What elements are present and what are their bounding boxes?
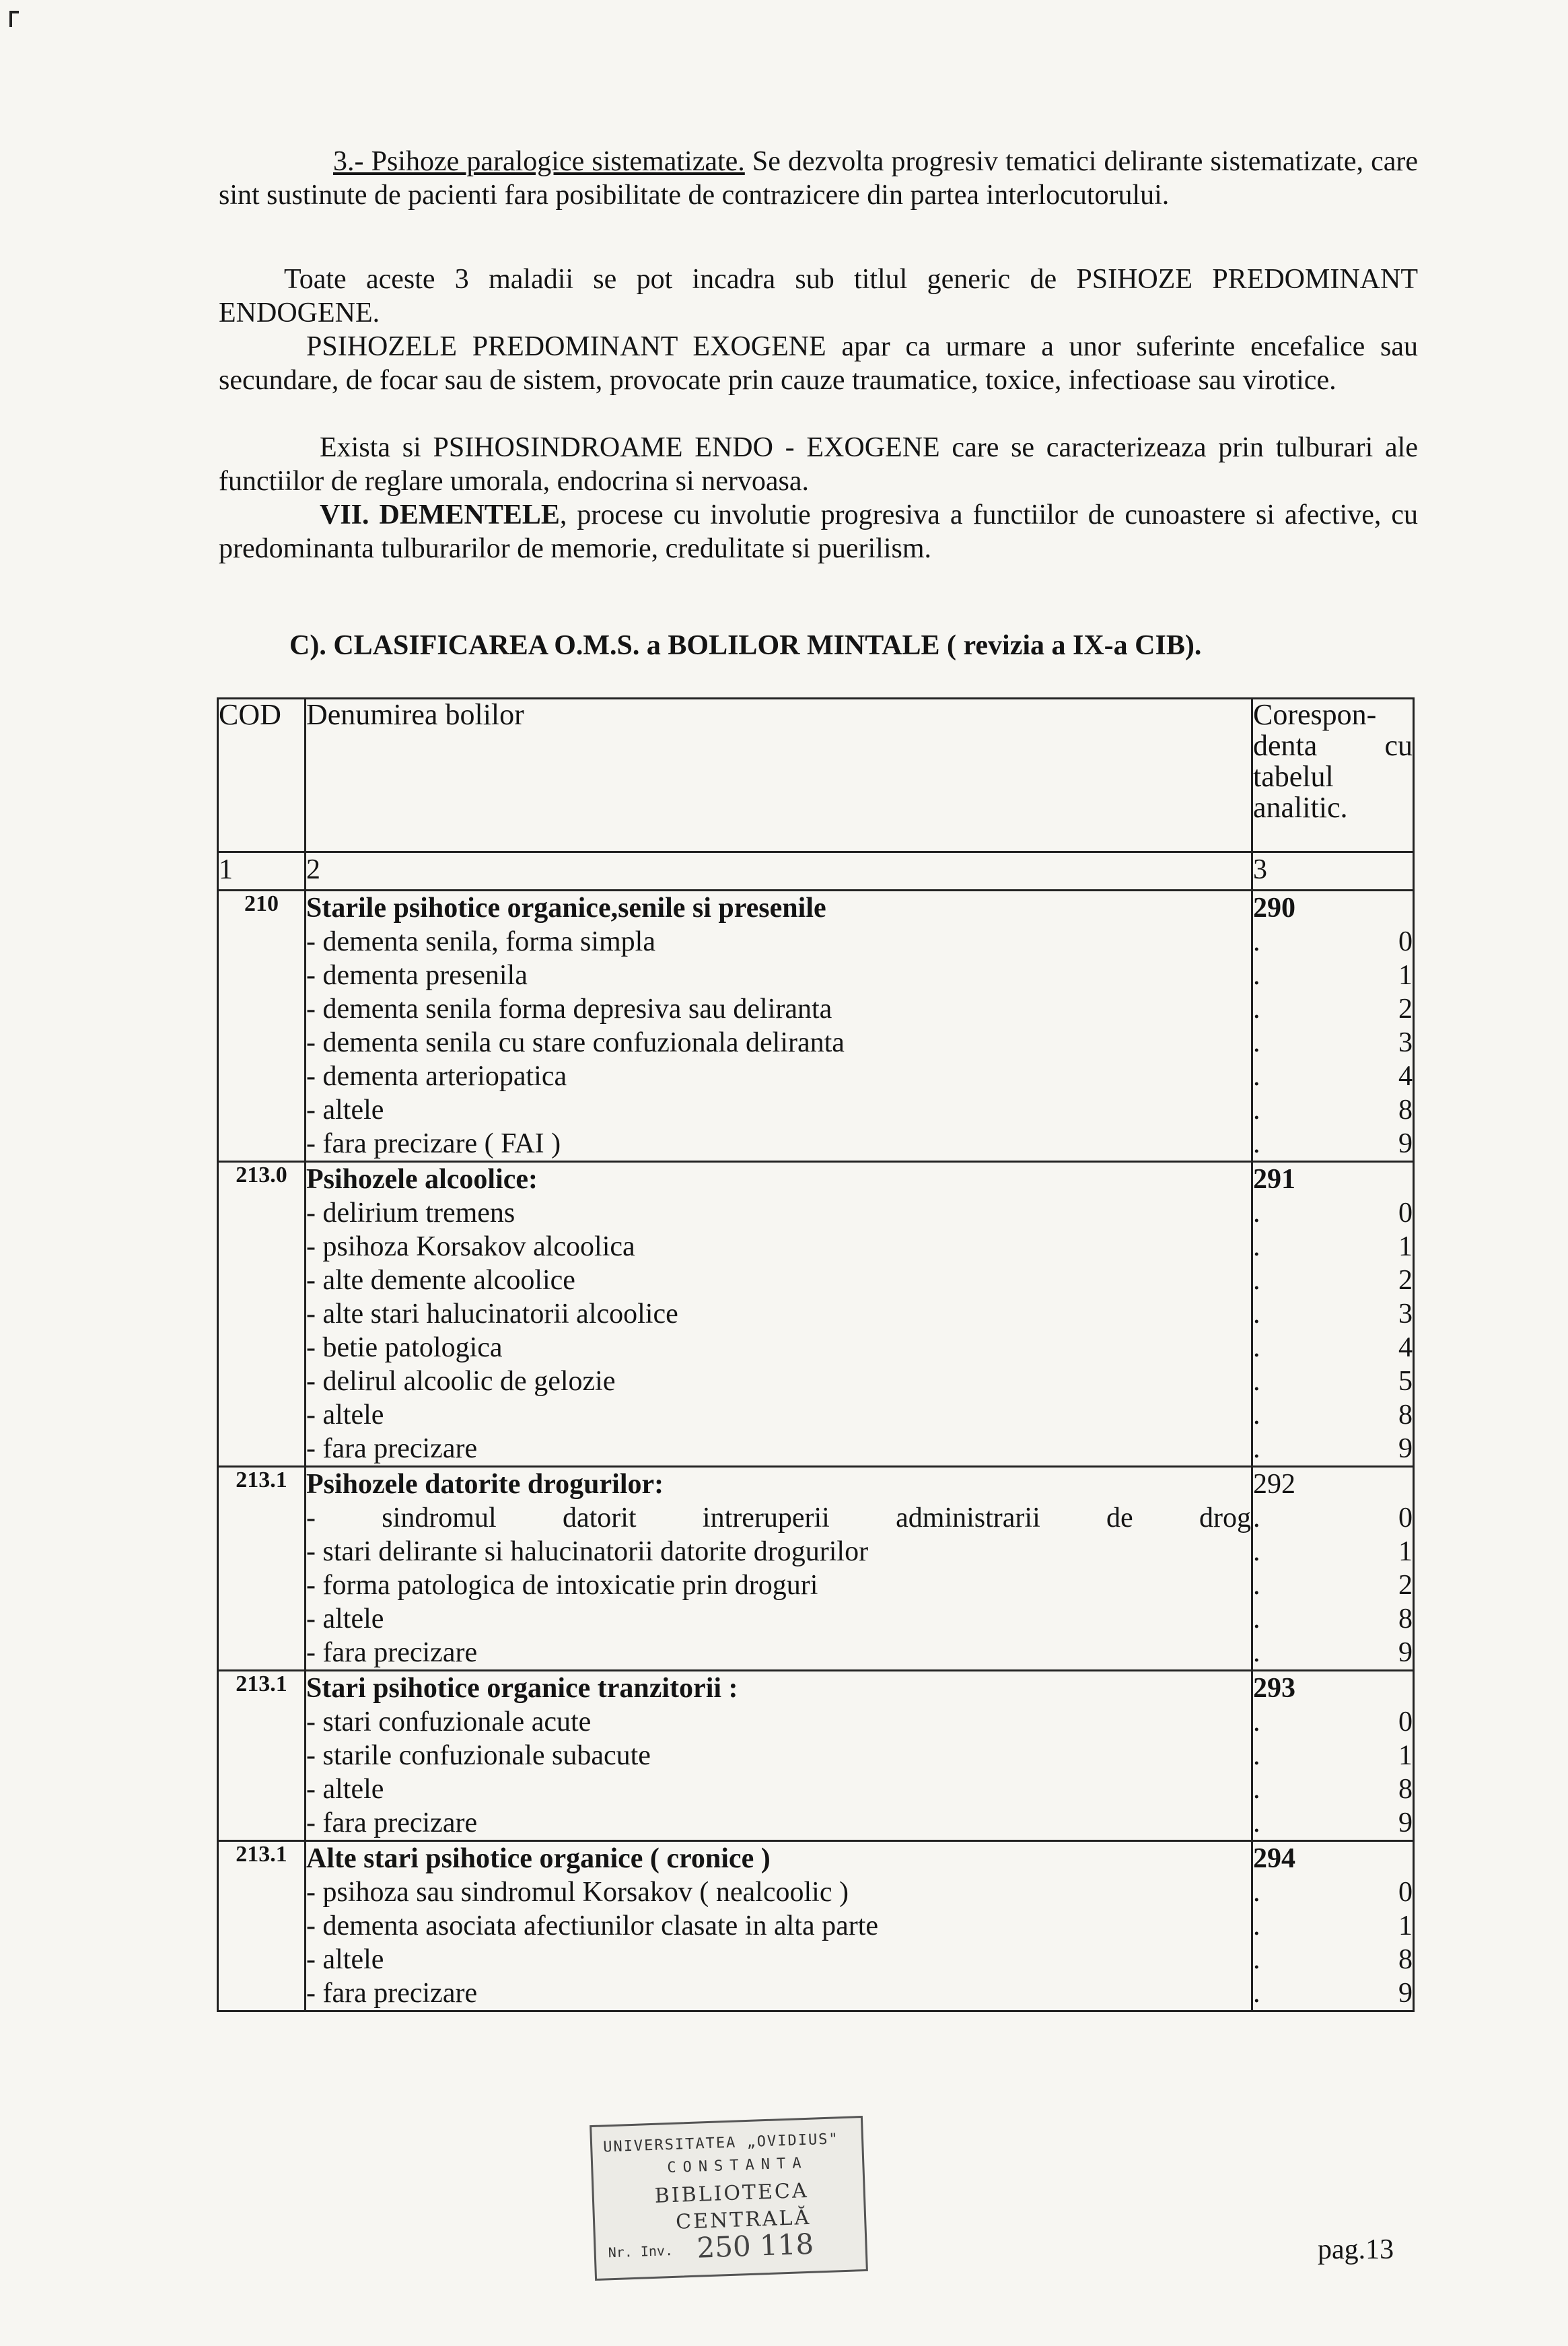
- entry-dot: .: [1253, 1944, 1260, 1975]
- entry-digit: 1: [1398, 1231, 1413, 1262]
- classification-table: [217, 697, 1415, 2012]
- stamp-line: CONSTANTA: [666, 2154, 808, 2177]
- group-code: 210: [218, 891, 306, 1162]
- entry-digit: 8: [1398, 1603, 1413, 1634]
- entry-digit: 8: [1398, 1095, 1413, 1126]
- entry-label: - dementa presenila: [306, 960, 528, 991]
- group-title: Stari psihotice organice tranzitorii :: [306, 1673, 738, 1704]
- entry-dot: .: [1253, 1807, 1260, 1838]
- header-line: Corespon-: [1253, 698, 1377, 731]
- group-ref: 294: [1253, 1843, 1295, 1874]
- entry-dot: .: [1253, 1095, 1260, 1126]
- entry-digit: 4: [1398, 1332, 1413, 1363]
- group-title: Alte stari psihotice organice ( cronice ): [306, 1843, 771, 1874]
- entry-subcode: [1253, 1196, 1413, 1230]
- stamp-inventory-number: 250 118: [696, 2227, 814, 2265]
- entry-label: - fara precizare: [306, 1807, 478, 1838]
- entry-dot: .: [1253, 1265, 1260, 1296]
- group-ref: 292: [1253, 1469, 1295, 1500]
- entry-digit: 0: [1398, 1877, 1413, 1908]
- group-code: 213.1: [218, 1467, 306, 1671]
- entry-label: - altele: [306, 1603, 384, 1634]
- entry-label: - altele: [306, 1944, 384, 1975]
- entry-dot: .: [1253, 1027, 1260, 1058]
- entry-digit: 8: [1398, 1400, 1413, 1430]
- stamp-line: BIBLIOTECA: [654, 2178, 810, 2208]
- entry-subcode: [1253, 1398, 1413, 1432]
- entry-subcode: [1253, 1943, 1413, 1976]
- column-number: 3: [1252, 852, 1414, 891]
- entry-digit: 1: [1398, 1910, 1413, 1941]
- entry-label: - altele: [306, 1400, 384, 1430]
- entry-label: - altele: [306, 1095, 384, 1126]
- scan-corner-mark: [9, 11, 19, 27]
- entry-digit: 0: [1398, 1198, 1413, 1229]
- entry-subcode: [1253, 1568, 1413, 1602]
- entry-subcode: [1253, 1264, 1413, 1297]
- entry-subcode: [1253, 1772, 1413, 1806]
- entry-digit: 0: [1398, 1706, 1413, 1737]
- column-number: 1: [218, 852, 306, 891]
- entry-label: - fara precizare: [306, 1978, 478, 2009]
- entry-subcode: [1253, 1875, 1413, 1909]
- table-group-row: [218, 1671, 1414, 1841]
- stamp-line: UNIVERSITATEA „OVIDIUS": [602, 2131, 840, 2156]
- group-ref-codes: [1252, 1162, 1414, 1467]
- entry-dot: .: [1253, 1570, 1260, 1601]
- entry-label: - fara precizare: [306, 1433, 478, 1464]
- entry-digit: 2: [1398, 1570, 1413, 1601]
- header-cod: COD: [218, 699, 306, 852]
- entry-subcode: [1253, 992, 1413, 1026]
- entry-label: - dementa arteriopatica: [306, 1061, 567, 1092]
- entry-subcode: [1253, 1501, 1413, 1535]
- entry-subcode: [1253, 1365, 1413, 1398]
- entry-dot: .: [1253, 1332, 1260, 1363]
- column-number: 2: [306, 852, 1252, 891]
- table-group-row: [218, 1841, 1414, 2011]
- entry-subcode: [1253, 1602, 1413, 1636]
- page-number: pag.13: [1318, 2234, 1394, 2265]
- entry-subcode: [1253, 1093, 1413, 1127]
- entry-label: - alte stari halucinatorii alcoolice: [306, 1299, 678, 1330]
- entry-subcode: [1253, 1636, 1413, 1669]
- entry-digit: 9: [1398, 1128, 1413, 1159]
- entry-dot: .: [1253, 1706, 1260, 1737]
- entry-digit: 0: [1398, 926, 1413, 957]
- entry-digit: 2: [1398, 994, 1413, 1025]
- group-entries: [306, 891, 1252, 1162]
- entry-subcode: [1253, 1297, 1413, 1331]
- entry-label: - starile confuzionale subacute: [306, 1740, 651, 1771]
- group-ref-codes: [1252, 1467, 1414, 1671]
- group-code: 213.0: [218, 1162, 306, 1467]
- header-line: analitic.: [1253, 791, 1348, 824]
- table-group-row: [218, 1467, 1414, 1671]
- entry-dot: .: [1253, 1198, 1260, 1229]
- entry-label: - alte demente alcoolice: [306, 1265, 575, 1296]
- column-number-row: [218, 852, 1414, 891]
- entry-subcode: [1253, 1432, 1413, 1465]
- group-ref-codes: [1252, 1671, 1414, 1841]
- group-ref: 290: [1253, 893, 1295, 924]
- entry-subcode: [1253, 1060, 1413, 1093]
- paragraph-psihoze-paralogice: [219, 145, 1418, 212]
- entry-subcode: [1253, 1909, 1413, 1943]
- entry-dot: .: [1253, 1400, 1260, 1430]
- entry-label: - delirium tremens: [306, 1198, 515, 1229]
- entry-digit: 1: [1398, 1536, 1413, 1567]
- group-entries: [306, 1162, 1252, 1467]
- entry-subcode: [1253, 1535, 1413, 1568]
- paragraph-dementele: [219, 498, 1418, 565]
- entry-subcode: [1253, 1705, 1413, 1739]
- header-line: denta cu: [1253, 729, 1413, 762]
- entry-dot: .: [1253, 1366, 1260, 1397]
- stamp-line: Nr. Inv.: [608, 2242, 674, 2261]
- entry-label: - dementa senila cu stare confuzionala deliranta: [306, 1027, 845, 1058]
- entry-dot: .: [1253, 1536, 1260, 1567]
- group-title: Starile psihotice organice,senile si presenile: [306, 893, 826, 924]
- header-line: tabelul: [1253, 760, 1334, 793]
- entry-dot: .: [1253, 1503, 1260, 1533]
- entry-subcode: [1253, 1026, 1413, 1060]
- table-header-row: [218, 699, 1414, 852]
- stamp-line: CENTRALĂ: [675, 2205, 812, 2234]
- entry-digit: 9: [1398, 1637, 1413, 1668]
- entry-digit: 8: [1398, 1944, 1413, 1975]
- paragraph-endogene: Toate aceste 3 maladii se pot incadra sub titlul generic de PSIHOZE PREDOMINANT ENDOGENE.: [219, 264, 1418, 329]
- entry-label: - psihoza Korsakov alcoolica: [306, 1231, 635, 1262]
- group-title: Psihozele alcoolice:: [306, 1164, 538, 1195]
- paragraph-title: 3.- Psihoze paralogice sistematizate.: [333, 146, 745, 177]
- entry-digit: 4: [1398, 1061, 1413, 1092]
- group-code: 213.1: [218, 1671, 306, 1841]
- entry-subcode: [1253, 1127, 1413, 1161]
- entry-digit: 9: [1398, 1978, 1413, 2009]
- table-group-row: [218, 1162, 1414, 1467]
- entry-label: - stari confuzionale acute: [306, 1706, 592, 1737]
- entry-label: - dementa senila forma depresiva sau deliranta: [306, 994, 832, 1025]
- entry-subcode: [1253, 1230, 1413, 1264]
- paragraph-psihosindroame: Exista si PSIHOSINDROAME ENDO - EXOGENE care se caracterizeaza prin tulburari ale functiilor de reglare umorala, endocrina si nervoasa.: [219, 432, 1418, 497]
- entry-subcode: [1253, 1806, 1413, 1840]
- entry-digit: 0: [1398, 1503, 1413, 1533]
- entry-digit: 2: [1398, 1265, 1413, 1296]
- entry-digit: 1: [1398, 1740, 1413, 1771]
- paragraph-text: Se dezvolta progresiv tematici delirante sistematizate, care sint sustinute de pacienti fara posibilitate de contrazicere din partea interlocutorului.: [219, 146, 1418, 211]
- entry-subcode: [1253, 925, 1413, 959]
- entry-label: - altele: [306, 1774, 384, 1805]
- entry-subcode: [1253, 1739, 1413, 1772]
- entry-dot: .: [1253, 1877, 1260, 1908]
- paragraph-text: , procese cu involutie progresiva a functiilor de cunoastere si afective, cu predominanta tulburarilor de memorie, credulitate si puerilism.: [219, 499, 1419, 564]
- table-group-row: [218, 891, 1414, 1162]
- entry-dot: .: [1253, 926, 1260, 957]
- entry-subcode: [1253, 1976, 1413, 2010]
- entry-dot: .: [1253, 1774, 1260, 1805]
- entry-digit: 9: [1398, 1807, 1413, 1838]
- entry-label: - dementa asociata afectiunilor clasate in alta parte: [306, 1910, 879, 1941]
- group-ref-codes: [1252, 891, 1414, 1162]
- paragraph-title: VII. DEMENTELE: [320, 499, 560, 530]
- paragraph-exogene: PSIHOZELE PREDOMINANT EXOGENE apar ca urmare a unor suferinte encefalice sau secundare, de focar sau de sistem, provocate prin cauze traumatice, toxice, infectioase sau virotice.: [219, 331, 1418, 396]
- entry-digit: 3: [1398, 1299, 1413, 1330]
- entry-label: - betie patologica: [306, 1332, 503, 1363]
- entry-dot: .: [1253, 1637, 1260, 1668]
- header-denumirea: Denumirea bolilor: [306, 699, 1252, 852]
- entry-dot: .: [1253, 1740, 1260, 1771]
- entry-dot: .: [1253, 1128, 1260, 1159]
- entry-dot: .: [1253, 1299, 1260, 1330]
- entry-dot: .: [1253, 960, 1260, 991]
- entry-dot: .: [1253, 1910, 1260, 1941]
- group-ref: 293: [1253, 1673, 1295, 1704]
- entry-dot: .: [1253, 994, 1260, 1025]
- entry-label: - delirul alcoolic de gelozie: [306, 1366, 616, 1397]
- group-entries: [306, 1841, 1252, 2011]
- entry-label: - psihoza sau sindromul Korsakov ( nealcoolic ): [306, 1877, 849, 1908]
- library-stamp: [590, 2116, 868, 2281]
- entry-dot: .: [1253, 1603, 1260, 1634]
- header-corespondenta: [1252, 699, 1414, 852]
- group-entries: [306, 1671, 1252, 1841]
- entry-digit: 9: [1398, 1433, 1413, 1464]
- group-ref-codes: [1252, 1841, 1414, 2011]
- group-title: Psihozele datorite drogurilor:: [306, 1469, 664, 1500]
- entry-label: - sindromul datorit intreruperii administrarii de drog: [306, 1503, 1251, 1533]
- entry-dot: .: [1253, 1061, 1260, 1092]
- entry-label: - dementa senila, forma simpla: [306, 926, 655, 957]
- entry-subcode: [1253, 1331, 1413, 1365]
- section-heading: C). CLASIFICAREA O.M.S. a BOLILOR MINTALE ( revizia a IX-a CIB).: [289, 630, 1202, 661]
- entry-label: - forma patologica de intoxicatie prin droguri: [306, 1570, 818, 1601]
- entry-digit: 5: [1398, 1366, 1413, 1397]
- entry-digit: 8: [1398, 1774, 1413, 1805]
- group-code: 213.1: [218, 1841, 306, 2011]
- entry-digit: 3: [1398, 1027, 1413, 1058]
- entry-dot: .: [1253, 1978, 1260, 2009]
- group-entries: [306, 1467, 1252, 1671]
- entry-label: - fara precizare: [306, 1637, 478, 1668]
- entry-dot: .: [1253, 1231, 1260, 1262]
- entry-digit: 1: [1398, 960, 1413, 991]
- entry-label: - stari delirante si halucinatorii datorite drogurilor: [306, 1536, 869, 1567]
- entry-label: - fara precizare ( FAI ): [306, 1128, 561, 1159]
- group-ref: 291: [1253, 1164, 1295, 1195]
- entry-subcode: [1253, 959, 1413, 992]
- entry-dot: .: [1253, 1433, 1260, 1464]
